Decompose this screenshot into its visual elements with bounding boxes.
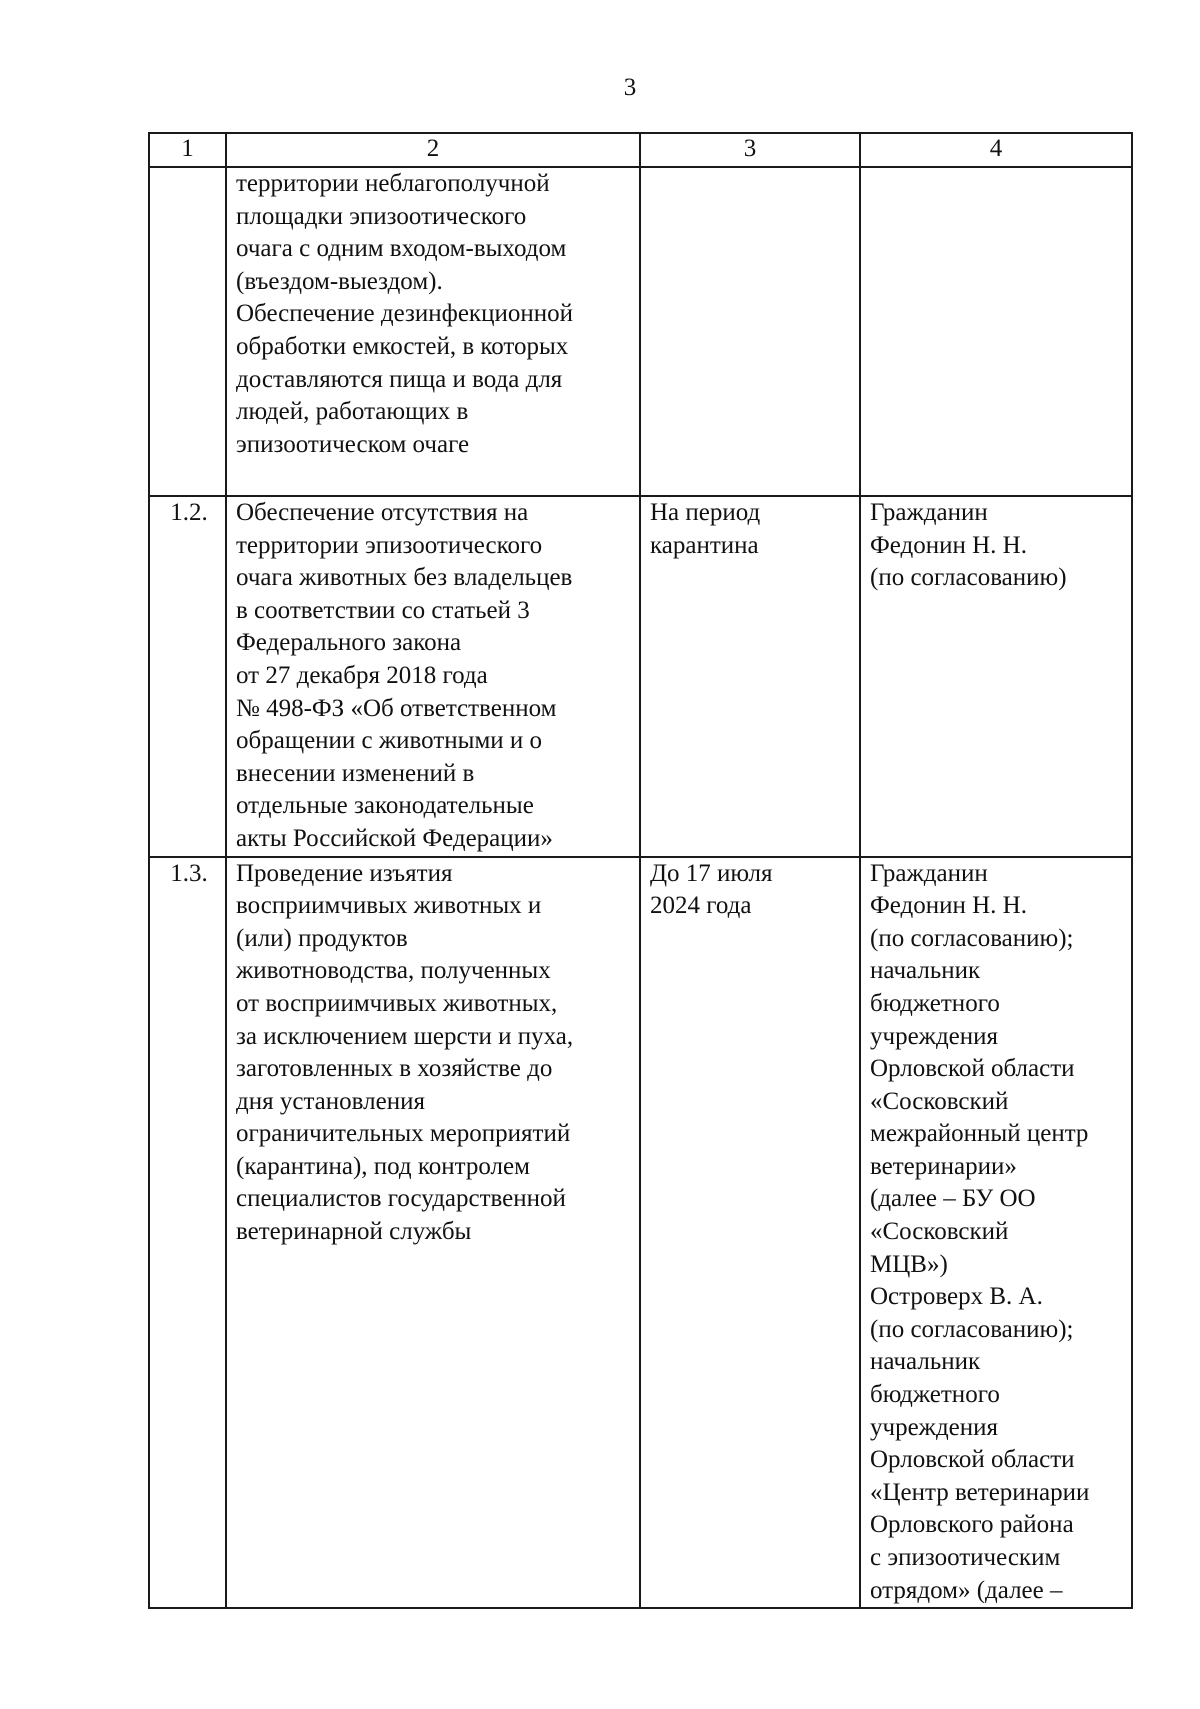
table-row — [149, 167, 1132, 496]
table-row — [149, 496, 1132, 857]
measures-table — [148, 132, 1133, 1609]
measure-cell: территории неблагополучной площадки эпизоотического очага с одним входом-выходом (въездом-выездом). Обеспечение дезинфекционной обработки емкостей, в которых доставляются пища и вода для людей, работающих в эпизоотическом очаге — [226, 167, 640, 496]
row-number: 1.3. — [149, 857, 226, 1609]
responsible-cell — [860, 167, 1132, 496]
column-header: 3 — [640, 133, 860, 167]
term-cell: До 17 июля 2024 года — [640, 857, 860, 1609]
table-row — [149, 857, 1132, 1609]
responsible-cell: Гражданин Федонин Н. Н. (по согласованию) — [860, 496, 1132, 857]
page-number: 3 — [623, 74, 637, 101]
responsible-cell: Гражданин Федонин Н. Н. (по согласованию); начальник бюджетного учреждения Орловской области «Сосковский межрайонный центр ветеринарии» (далее – БУ ОО «Сосковский МЦВ») Островерх В. А. (по согласованию); начальник бюджетного учреждения Орловской области «Центр ветеринарии Орловского района с эпизоотическим отрядом» (далее – — [860, 857, 1132, 1609]
measure-cell: Проведение изъятия восприимчивых животных и (или) продуктов животноводства, полученных от восприимчивых животных, за исключением шерсти и пуха, заготовленных в хозяйстве до дня установления ограничительных мероприятий (карантина), под контролем специалистов государственной ветеринарной службы — [226, 857, 640, 1609]
measure-cell: Обеспечение отсутствия на территории эпизоотического очага животных без владельцев в соответствии со статьей 3 Федерального закона от 27 декабря 2018 года № 498-ФЗ «Об ответственном обращении с животными и о внесении изменений в отдельные законодательные акты Российской Федерации» — [226, 496, 640, 857]
term-cell — [640, 167, 860, 496]
column-header: 2 — [226, 133, 640, 167]
term-cell: На период карантина — [640, 496, 860, 857]
table-header-row — [149, 133, 1132, 167]
column-header: 4 — [860, 133, 1132, 167]
row-number — [149, 167, 226, 496]
column-header: 1 — [149, 133, 226, 167]
row-number: 1.2. — [149, 496, 226, 857]
